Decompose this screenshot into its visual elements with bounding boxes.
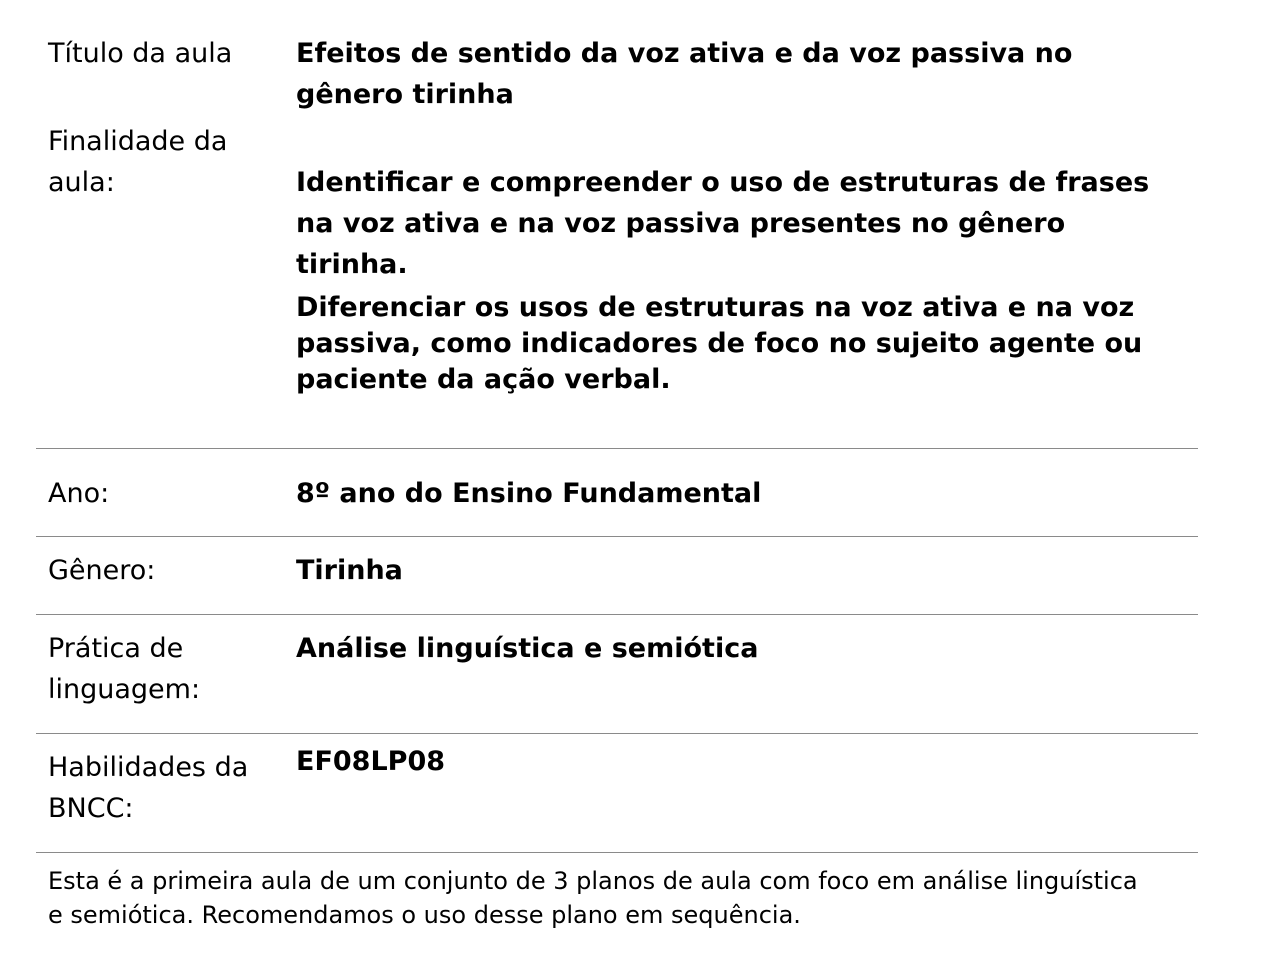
language-practice-label: Prática de linguagem:	[48, 633, 201, 705]
row-year	[36, 449, 1198, 537]
year-label: Ano:	[48, 478, 110, 509]
row-language-practice	[36, 615, 1198, 734]
row-lesson-purpose	[36, 115, 1198, 449]
row-genre	[36, 537, 1198, 615]
lesson-purpose-label: Finalidade da aula:	[48, 126, 228, 198]
genre-value: Tirinha	[296, 555, 403, 586]
purpose-objective-2: Diferenciar os usos de estruturas na voz ativa e na voz passiva, como indicadores de foco no sujeito agente ou paciente da ação verbal.	[296, 292, 1143, 395]
row-bncc-skills	[36, 734, 1198, 853]
lesson-purpose-value	[296, 121, 1198, 398]
bncc-skills-value: EF08LP08	[296, 746, 446, 777]
purpose-objective-1: Identificar e compreender o uso de estruturas de frases na voz ativa e na voz passiva presentes no gênero tirinha.	[296, 167, 1150, 280]
genre-label: Gênero:	[48, 555, 156, 586]
sequence-note: Esta é a primeira aula de um conjunto de 3 planos de aula com foco em análise linguística e semiótica. Recomendamos o uso desse plano em sequência.	[48, 867, 1138, 929]
lesson-title-label: Título da aula	[48, 38, 233, 69]
bncc-skills-label: Habilidades da BNCC:	[48, 752, 249, 824]
lesson-plan-info-table	[36, 0, 1198, 932]
lesson-title-value: Efeitos de sentido da voz ativa e da voz passiva no gênero tirinha	[296, 38, 1073, 110]
row-lesson-title	[36, 0, 1198, 115]
language-practice-value: Análise linguística e semiótica	[296, 633, 759, 664]
year-value: 8º ano do Ensino Fundamental	[296, 478, 762, 509]
